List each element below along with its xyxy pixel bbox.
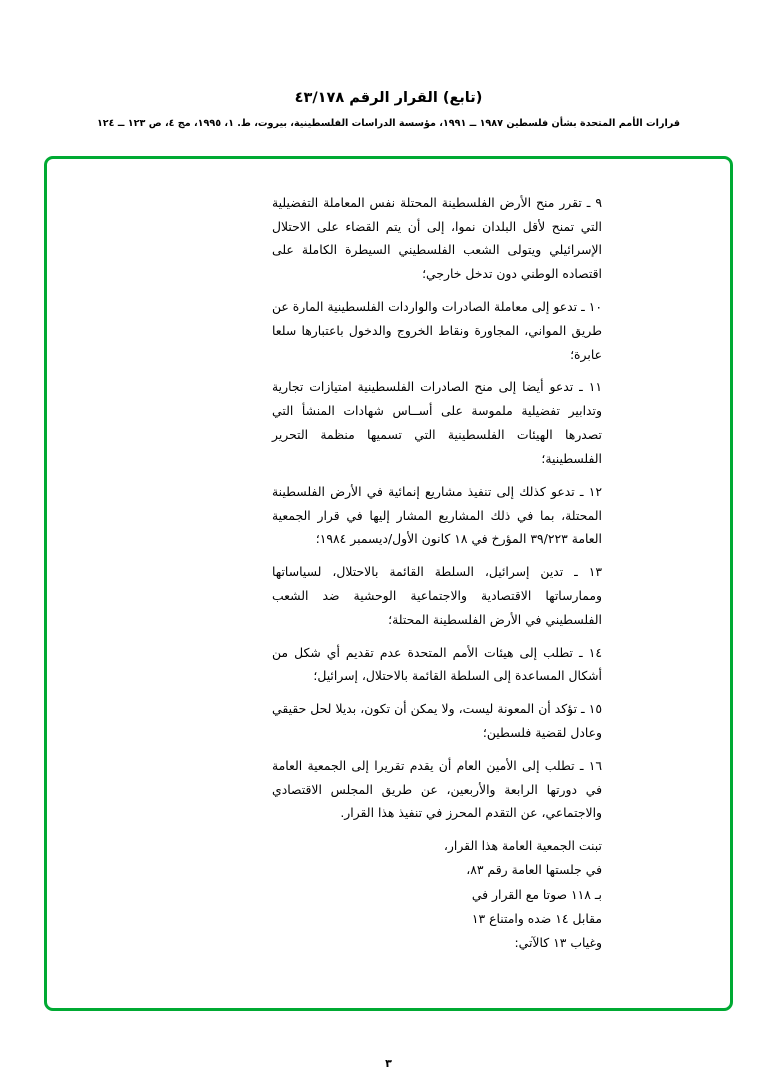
paragraph-15: ١٥ ـ تؤكد أن المعونة ليست، ولا يمكن أن تكون، بديلا لحل حقيقي وعادل لقضية فلسطين؛ [272,701,602,741]
vote-summary-line-1: تبنت الجمعية العامة هذا القرار، [443,838,602,854]
paragraph-11: ١١ ـ تدعو أيضا إلى منح الصادرات الفلسطينية امتيازات تجارية وتدابير تفضيلية ملموسة على أســاس شهادات المنشأ التي تصدرها الهيئات الفلسطينية التي تسميها منظمة التحرير الفلسطينية؛ [272,379,602,466]
paragraph-16: ١٦ ـ تطلب إلى الأمين العام أن يقدم تقريرا إلى الجمعية العامة في دورتها الرابعة والأربعين، عن طريق المجلس الاقتصادي والاجتماعي، عن التقدم المحرز في تنفيذ هذا القرار. [272,757,602,821]
vote-summary-line-5: وغياب ١٣ كالآتي: [514,935,602,951]
vote-summary [272,834,602,955]
paragraph-14: ١٤ ـ تطلب إلى هيئات الأمم المتحدة عدم تقديم أي شكل من أشكال المساعدة إلى السلطة القائمة بالاحتلال، إسرائيل؛ [272,644,602,684]
resolution-body [272,191,602,955]
source-citation: قرارات الأمم المتحدة بشأن فلسطين ١٩٨٧ ــ ١٩٩١، مؤسسة الدراسات الفلسطينية، بيروت، ط. ١، ١٩٩٥، مج ٤، ص ١٢٣ ــ ١٢٤ [96,118,681,130]
paragraph-9: ٩ ـ تقرر منح الأرض الفلسطينة المحتلة نفس المعاملة التفضيلية التي تمنح لأقل البلدان نموا، إلى أن يتم القضاء على الاحتلال الإسرائيلي ويتولى الشعب الفلسطيني السيطرة الكاملة على اقتصاده الوطني دون تدخل خارجي؛ [272,194,602,282]
paragraph-12: ١٢ ـ تدعو كذلك إلى تنفيذ مشاريع إنمائية في الأرض الفلسطينة المحتلة، بما في ذلك المشاريع المشار إليها في قرار الجمعية العامة ٣٩/٢٢٣ المؤرخ في ١٨ كانون الأول/ديسمبر ١٩٨٤؛ [272,483,602,547]
paragraph-13: ١٣ ـ تدين إسرائيل، السلطة القائمة بالاحتلال، لسياساتها وممارساتها الاقتصادية والاجتماعية الوحشية ضد الشعب الفلسطيني في الأرض الفلسطينة المحتلة؛ [272,564,602,627]
vote-summary-line-4: مقابل ١٤ ضده وامتناع ١٣ [471,910,602,926]
paragraph-10: ١٠ ـ تدعو إلى معاملة الصادرات والواردات الفلسطينية المارة عن طريق المواني، المجاورة ونقاط الخروج والدخول باعتبارها سلعا عابرة؛ [272,299,602,362]
document-header [0,88,777,131]
content-frame [44,156,733,1011]
page-title: (تابع) القرار الرقم ٤٣/١٧٨ [294,90,483,106]
page-number: ٣ [385,1057,392,1070]
vote-summary-line-2: في جلستها العامة رقم ٨٣، [466,862,602,878]
vote-summary-line-3: بـ ١١٨ صوتا مع القرار في [471,886,602,902]
